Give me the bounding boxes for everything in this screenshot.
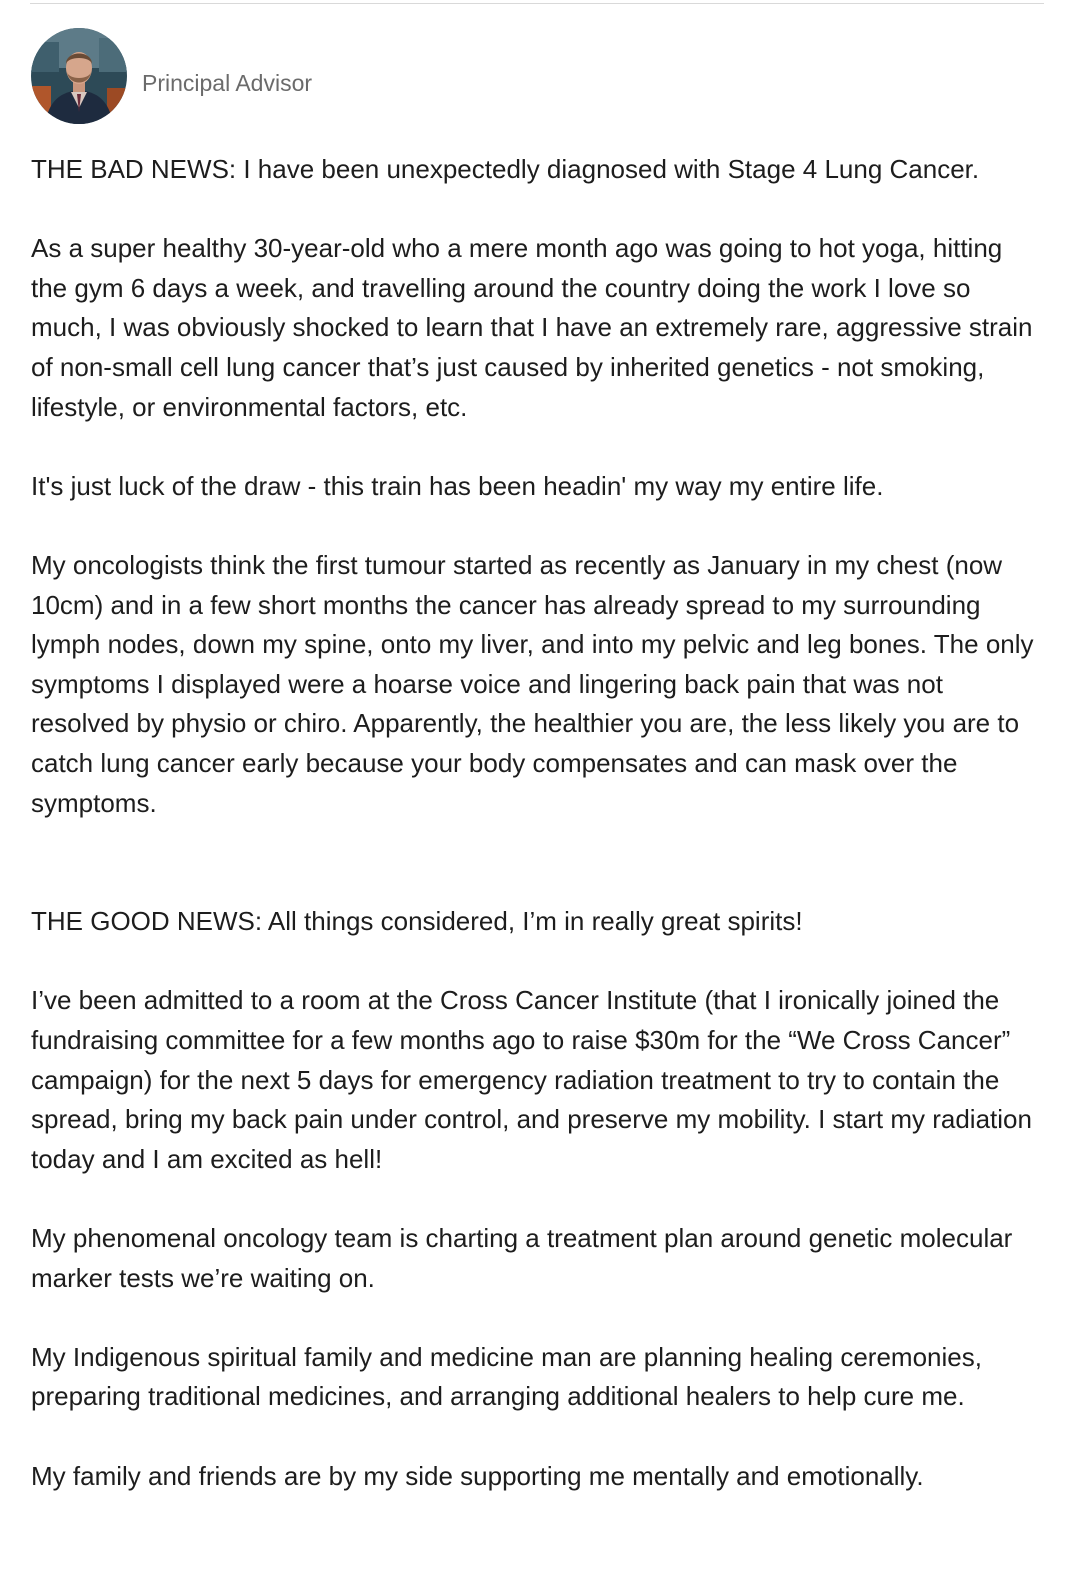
- post-author: [31, 28, 312, 124]
- paragraph-spacer: [31, 506, 1041, 546]
- post-paragraph: It's just luck of the draw - this train has been headin' my way my entire life.: [31, 470, 884, 501]
- top-divider: [30, 3, 1044, 4]
- paragraph-spacer: [31, 942, 1041, 982]
- author-headline: Principal Advisor: [142, 70, 313, 96]
- post-paragraph: My phenomenal oncology team is charting a treatment plan around genetic molecular marker tests we’re waiting on.: [31, 1223, 1013, 1293]
- paragraph-spacer: [31, 1179, 1041, 1219]
- post-paragraph: I’ve been admitted to a room at the Cross Cancer Institute (that I ironically joined the fundraising committee for a few months ago to raise $30m for the “We Cross Cancer” campaign) for the next 5 days for emergency radiation treatment to try to contain the spread, bring my back pain under control, and preserve my mobility. I start my radiation today and I am excited as hell!: [31, 985, 1032, 1174]
- post-paragraph: THE BAD NEWS: I have been unexpectedly diagnosed with Stage 4 Lung Cancer.: [31, 154, 980, 184]
- post-paragraph: As a super healthy 30-year-old who a mere month ago was going to hot yoga, hitting the gym 6 days a week, and travelling around the country doing the work I love so much, I was obviously shocked to learn that I have an extremely rare, aggressive strain of non-small cell lung cancer that’s just caused by inherited genetics - not smoking, lifestyle, or environmental factors, etc.: [31, 233, 1033, 422]
- author-meta: [142, 54, 312, 98]
- paragraph-spacer: [31, 427, 1041, 467]
- avatar[interactable]: [31, 28, 127, 124]
- paragraph-spacer: [31, 1298, 1041, 1338]
- paragraph-spacer: [31, 823, 1041, 902]
- author-name[interactable]: [142, 54, 312, 66]
- profile-photo-icon: [31, 28, 127, 124]
- post-paragraph: My Indigenous spiritual family and medicine man are planning healing ceremonies, preparing traditional medicines, and arranging additional healers to help cure me.: [31, 1341, 982, 1412]
- paragraph-spacer: [31, 190, 1041, 230]
- post-paragraph: My family and friends are by my side supporting me mentally and emotionally.: [31, 1460, 924, 1491]
- post-body: [31, 150, 1041, 1496]
- post-paragraph: My oncologists think the first tumour started as recently as January in my chest (now 10cm) and in a few short months the cancer has already spread to my surrounding lymph nodes, down my spine, onto my liver, and into my pelvic and leg bones. The only symptoms I displayed were a hoarse voice and lingering back pain that was not resolved by physio or chiro. Apparently, the healthier you are, the less likely you are to catch lung cancer early because your body compensates and can mask over the symptoms.: [31, 549, 1034, 818]
- paragraph-spacer: [31, 1417, 1041, 1457]
- post-paragraph: THE GOOD NEWS: All things considered, I’m in really great spirits!: [31, 906, 803, 937]
